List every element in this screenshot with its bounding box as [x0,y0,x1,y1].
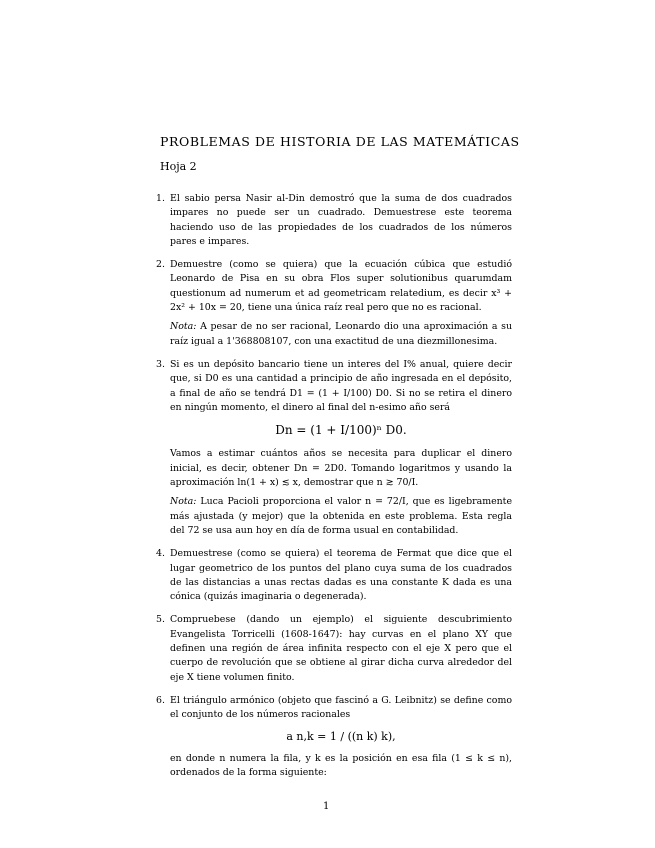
note-label: Nota: [170,321,197,333]
problem-text: Demuestre (como se quiera) que la ecuación cúbica que estudió Leonardo de Pisa en su obra Flos super solutionibus quarumdam questionum ad numerum et ad geometricam relatedium, es decir x³ + 2x² + 10x = 20, tiene una única raíz real pero que no es racional. [170,259,512,314]
problem-text: El sabio persa Nasir al-Din demostró que la suma de dos cuadrados impares no puede ser un cuadrado. Demuestrese este teorema haciendo uso de las propiedades de los cuadrados de los números pares e impares. [170,193,512,247]
problem-3 [156,358,512,538]
problem-text: Compruebese (dando un ejemplo) el siguiente descubrimiento Evangelista Torricelli (1608-1647): hay curvas en el plano XY que definen una región de área infinita respecto con el eje X pero que el cuerpo de revolución que se obtiene al girar dicha curva alrededor del eje X tiene volumen finito. [170,614,512,683]
problem-number: 6. [156,694,165,706]
display-formula: a n,k = 1 / ((n k) k), [286,729,396,743]
sheet-label: Hoja 2 [160,160,197,173]
note-label: Nota: [170,496,197,508]
problem-4 [156,547,512,604]
problem-note [170,495,512,538]
problem-number: 4. [156,548,165,560]
problem-6 [156,694,512,780]
problem-list [156,192,512,789]
note-text: Luca Pacioli proporciona el valor n = 72/I, que es ligebramente más ajustada (y mejor) que la obtenida en este problema. Esta regla del 72 se usa aun hoy en día de forma usual en contabilidad. [170,496,512,536]
note-text: A pesar de no ser racional, Leonardo dio una aproximación a su raíz igual a 1'368808107, con una exactitud de una diezmillonesima. [170,321,512,347]
problem-2 [156,258,512,349]
problem-text-continued: en donde n numera la fila, y k es la posición en esa fila (1 ≤ k ≤ n), ordenados de la forma siguiente: [170,752,512,779]
problem-note [170,320,512,349]
problem-5 [156,613,512,684]
problem-number: 5. [156,614,165,626]
page-number: 1 [323,801,330,812]
page-title: PROBLEMAS DE HISTORIA DE LAS MATEMÁTICAS [160,134,520,149]
problem-text: Demuestrese (como se quiera) el teorema de Fermat que dice que el lugar geometrico de los puntos del plano cuya suma de los cuadrados de las distancias a unas rectas dadas es una constante K dada es una cónica (quizás imaginaria o degenerada). [170,548,512,603]
problem-1 [156,192,512,249]
problem-text: El triángulo armónico (objeto que fascinó a G. Leibnitz) se define como el conjunto de los números racionales [170,694,512,721]
problem-text-continued: Vamos a estimar cuántos años se necesita para duplicar el dinero inicial, es decir, obtener Dn = 2D0. Tomando logaritmos y usando la aproximación ln(1 + x) ≲ x, demostrar que n ≳ 70/I. [170,448,512,489]
display-formula: Dn = (1 + I/100)ⁿ D0. [275,423,407,438]
problem-number: 3. [156,358,165,370]
problem-text: Si es un depósito bancario tiene un interes del I% anual, quiere decir que, si D0 es una cantidad a principio de año ingresada en el depósito, a final de año se tendrá D1 = (1 + I/100) D0. Si no se retira el dinero en ningún momento, el dinero al final del n-esimo año será [170,358,512,413]
problem-number: 2. [156,259,165,271]
problem-number: 1. [156,193,165,204]
